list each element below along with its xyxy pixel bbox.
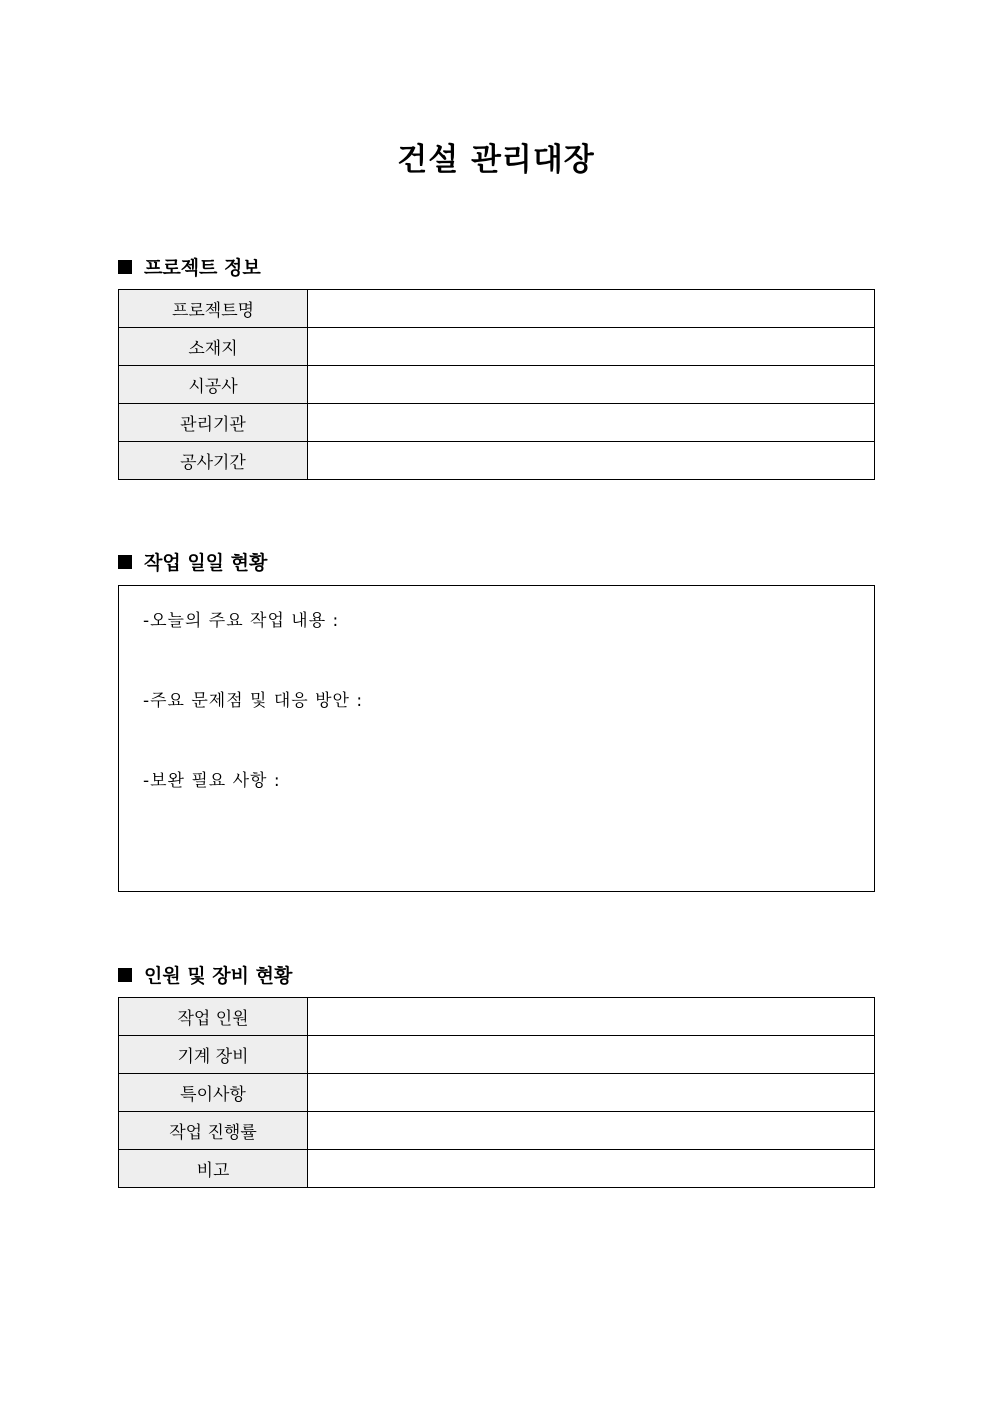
daily-line-today-work: -오늘의 주요 작업 내용 :: [143, 611, 340, 631]
remarks-field[interactable]: [308, 1150, 875, 1188]
section-heading-daily-status: [118, 548, 267, 575]
progress-rate-label: 작업 진행률: [119, 1112, 308, 1150]
section-heading-project-info: [118, 253, 261, 280]
contractor-field[interactable]: [308, 366, 875, 404]
special-notes-field[interactable]: [308, 1074, 875, 1112]
project-info-table: [118, 289, 875, 480]
project-name-field[interactable]: [308, 290, 875, 328]
personnel-table: [118, 997, 875, 1188]
managing-agency-label: 관리기관: [119, 404, 308, 442]
page-title: 건설 관리대장: [397, 142, 595, 178]
table-row: [119, 1036, 875, 1074]
table-row: [119, 366, 875, 404]
table-row: [119, 1112, 875, 1150]
daily-status-textarea[interactable]: [118, 585, 875, 892]
daily-line-issues: -주요 문제점 및 대응 방안 :: [143, 691, 364, 711]
section-heading-personnel: [118, 961, 292, 988]
section-heading-label: 프로젝트 정보: [144, 257, 261, 279]
table-row: [119, 1074, 875, 1112]
table-row: [119, 328, 875, 366]
construction-period-label: 공사기간: [119, 442, 308, 480]
workers-field[interactable]: [308, 998, 875, 1036]
table-row: [119, 442, 875, 480]
location-field[interactable]: [308, 328, 875, 366]
section-heading-label: 작업 일일 현황: [144, 552, 268, 574]
table-row: [119, 1150, 875, 1188]
equipment-label: 기계 장비: [119, 1036, 308, 1074]
location-label: 소재지: [119, 328, 308, 366]
section-heading-label: 인원 및 장비 현황: [144, 965, 293, 987]
special-notes-label: 특이사항: [119, 1074, 308, 1112]
table-row: [119, 404, 875, 442]
progress-rate-field[interactable]: [308, 1112, 875, 1150]
workers-label: 작업 인원: [119, 998, 308, 1036]
daily-line-improvements: -보완 필요 사항 :: [143, 771, 281, 791]
table-row: [119, 290, 875, 328]
construction-period-field[interactable]: [308, 442, 875, 480]
remarks-label: 비고: [119, 1150, 308, 1188]
equipment-field[interactable]: [308, 1036, 875, 1074]
project-name-label: 프로젝트명: [119, 290, 308, 328]
square-bullet-icon: [118, 968, 132, 982]
contractor-label: 시공사: [119, 366, 308, 404]
square-bullet-icon: [118, 260, 132, 274]
managing-agency-field[interactable]: [308, 404, 875, 442]
square-bullet-icon: [118, 555, 132, 569]
table-row: [119, 998, 875, 1036]
